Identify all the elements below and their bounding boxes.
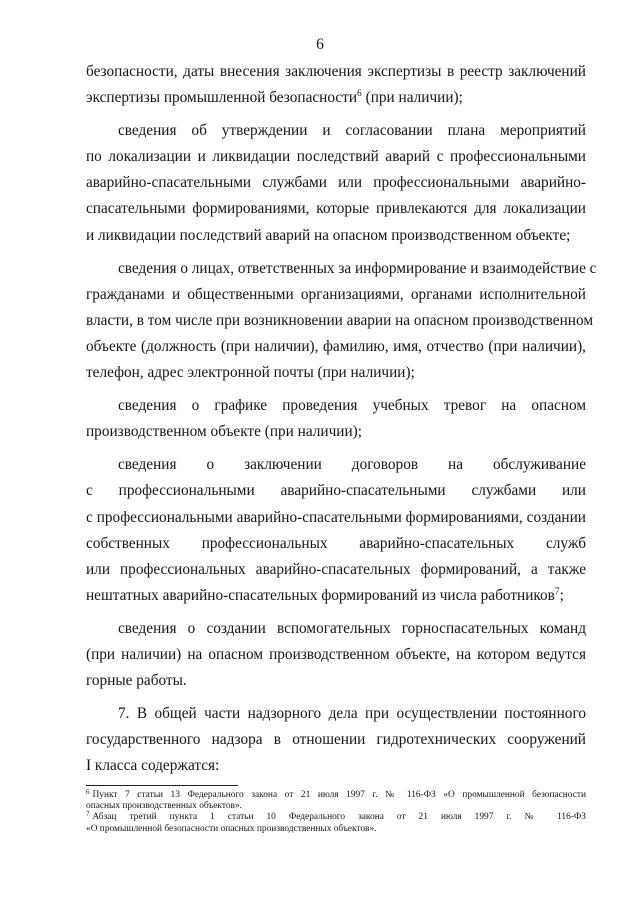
text-line: объекте (должность (при наличии), фамилию, имя, отчество (при наличии),: [86, 337, 586, 355]
text-line: по локализации и ликвидации последствий аварий с профессиональными: [86, 148, 586, 166]
text-line: гражданами и общественными организациями, органами исполнительной: [86, 285, 586, 303]
text-line: (при наличии) на опасном производственном объекте, на котором ведутся: [86, 645, 586, 663]
text-line: аварийно-спасательными службами или профессиональными аварийно-: [86, 174, 586, 192]
footnote-line: $^6$ Пункт 7 статьи 13 Федерального закона от 21 июля 1997 г. № 116-ФЗ «О промышленной безопасности: [86, 788, 586, 800]
body-text: [86, 59, 597, 779]
paragraph: [86, 701, 586, 779]
paragraph: [86, 118, 586, 248]
footnote-separator: [86, 785, 238, 786]
footnote: [86, 790, 586, 812]
paragraph: [86, 59, 586, 111]
text-line: собственных профессиональных аварийно-спасательных служб: [86, 534, 586, 552]
footnotes: [86, 790, 586, 835]
paragraph: [86, 256, 597, 386]
text-line: сведения о заключении договоров на обслуживание: [118, 456, 586, 474]
text-line: и ликвидации последствий аварий на опасном производственном объекте;: [86, 226, 571, 244]
footnote-line: «О промышленной безопасности опасных производственных объектов».: [86, 823, 377, 834]
paragraph: [86, 616, 586, 694]
text-line: горные работы.: [86, 672, 187, 690]
footnote-line: опасных производственных объектов».: [86, 801, 242, 812]
text-line: I класса содержатся:: [86, 757, 220, 775]
text-line: с профессиональными аварийно-спасательными формированиями, создании: [86, 508, 586, 526]
footnote-line: $^7$ Абзац третий пункта 1 статьи 10 Федерального закона от 21 июля 1997 г. № 116-ФЗ: [86, 810, 586, 823]
text-line: экспертизы промышленной безопасности$^6$ (при наличии);: [86, 89, 463, 107]
text-line: сведения о лицах, ответственных за информирование и взаимодействие с: [118, 259, 597, 277]
footnote-ref: 6: [357, 89, 362, 100]
text-line: сведения о создании вспомогательных горноспасательных команд: [118, 619, 586, 637]
text-line: государственного надзора в отношении гидротехнических сооружений: [86, 731, 586, 749]
text-line: с профессиональными аварийно-спасательными службами или: [86, 482, 586, 500]
footnote-mark: 7: [86, 810, 90, 819]
text-line: безопасности, даты внесения заключения экспертизы в реестр заключений: [86, 63, 586, 80]
footnote-ref: 7: [554, 586, 560, 597]
text-line: нештатных аварийно-спасательных формирований из числа работников$^7$;: [86, 586, 564, 604]
text-line: телефон, адрес электронной почты (при наличии);: [86, 364, 415, 382]
page-number: 6: [316, 36, 324, 53]
text-line: власти, в том числе при возникновении аварии на опасном производственном: [86, 311, 593, 329]
text-line: сведения об утверждении и согласовании плана мероприятий: [118, 122, 586, 140]
text-line: спасательными формированиями, которые привлекаются для локализации: [86, 200, 586, 218]
text-line: сведения о графике проведения учебных тревог на опасном: [118, 397, 586, 415]
paragraph: [86, 452, 586, 609]
text-line: 7. В общей части надзорного дела при осуществлении постоянного: [118, 705, 586, 723]
text-line: или профессиональных аварийно-спасательных формирований, а также: [86, 560, 586, 578]
paragraph: [86, 393, 586, 445]
text-line: производственном объекте (при наличии);: [86, 423, 363, 441]
footnote: [86, 812, 586, 834]
footnote-mark: 6: [86, 788, 90, 796]
